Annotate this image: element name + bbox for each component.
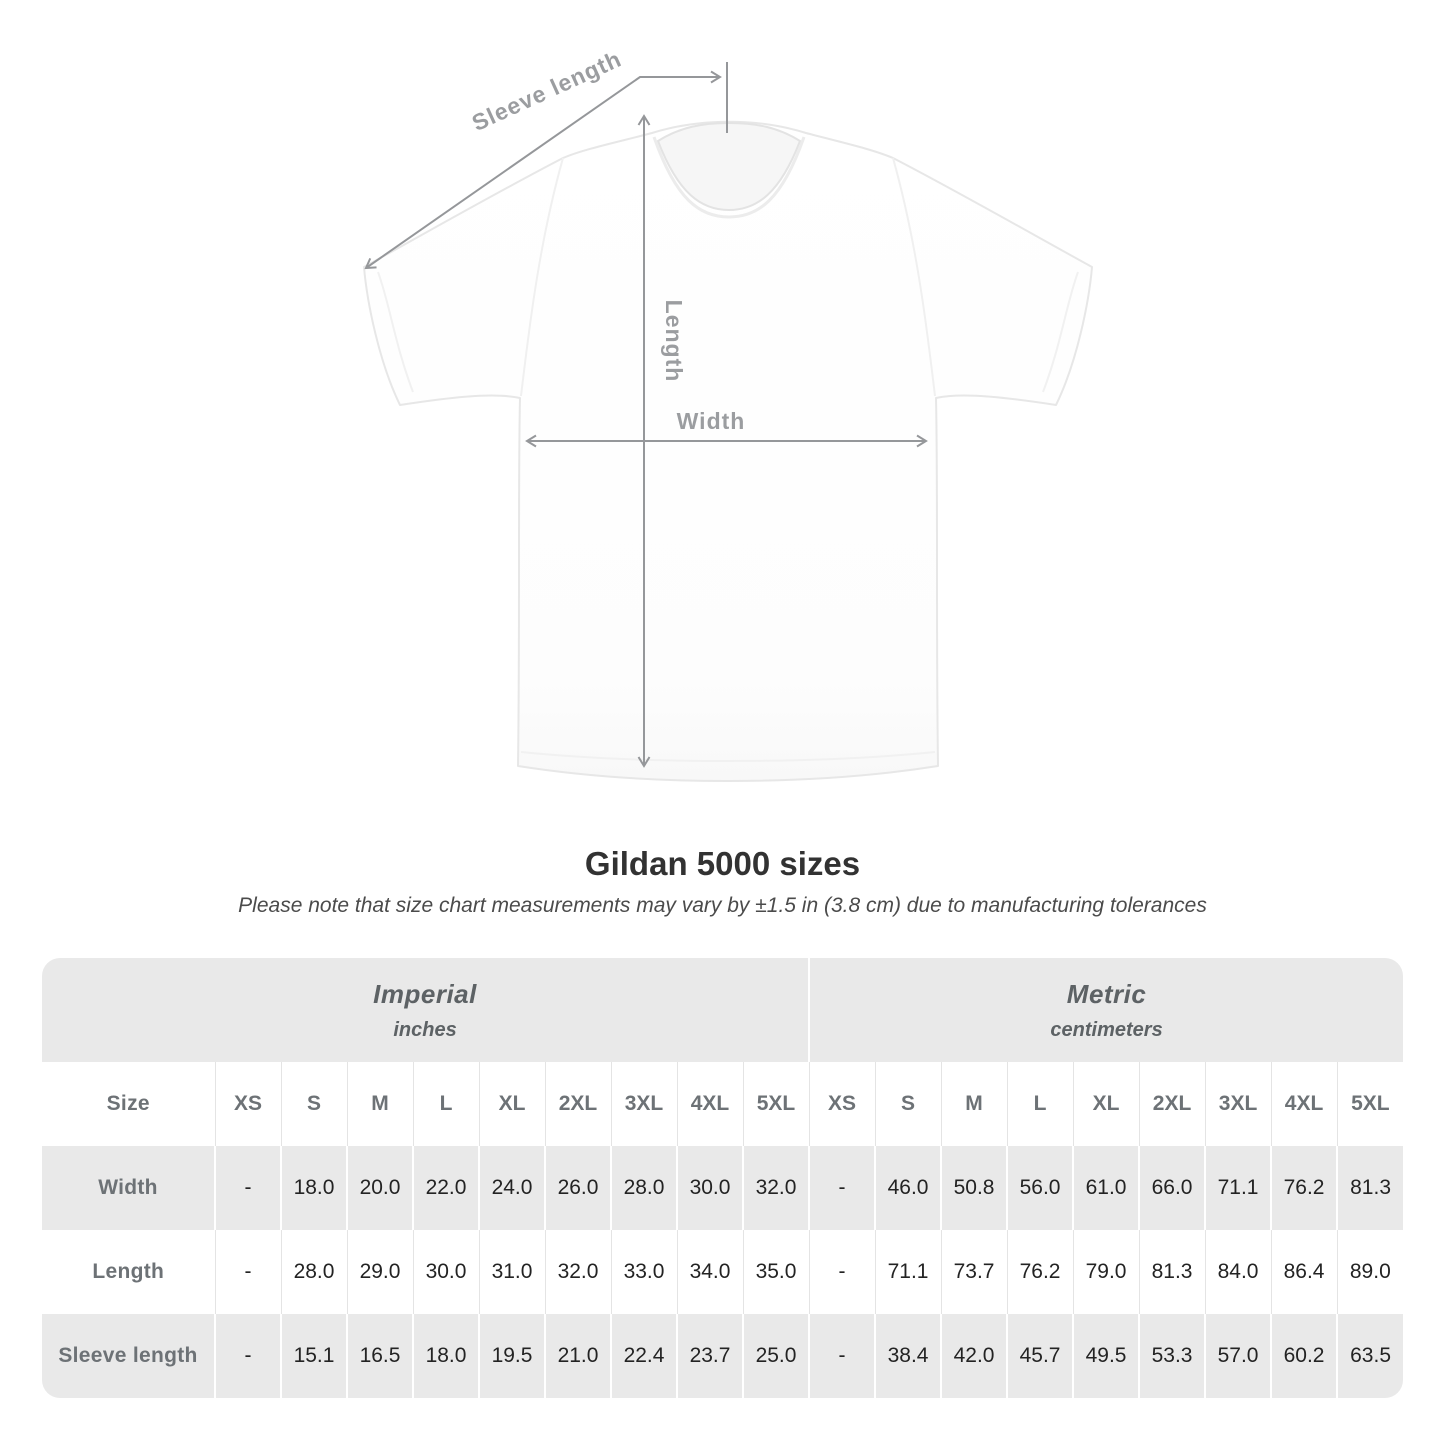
table-cell: L: [1007, 1062, 1073, 1146]
table-cell: 57.0: [1205, 1314, 1271, 1398]
row-label-sleeve-length: Sleeve length: [42, 1314, 215, 1398]
table-cell: 26.0: [545, 1146, 611, 1230]
table-cell: 29.0: [347, 1230, 413, 1314]
table-cell: 16.5: [347, 1314, 413, 1398]
table-cell: 22.0: [413, 1146, 479, 1230]
table-row-size: [42, 1062, 1403, 1146]
table-cell: 66.0: [1139, 1146, 1205, 1230]
table-cell: 20.0: [347, 1146, 413, 1230]
table-cell: S: [281, 1062, 347, 1146]
sleeve-length-label: Sleeve length: [467, 45, 626, 136]
table-cell: 71.1: [1205, 1146, 1271, 1230]
metric-title: Metric: [1066, 978, 1147, 1009]
table-cell: 61.0: [1073, 1146, 1139, 1230]
table-cell: 31.0: [479, 1230, 545, 1314]
table-cell: 81.3: [1337, 1146, 1403, 1230]
table-cell: 19.5: [479, 1314, 545, 1398]
table-cell: -: [809, 1230, 875, 1314]
table-cell: 76.2: [1007, 1230, 1073, 1314]
table-cell: -: [809, 1146, 875, 1230]
table-cell: 53.3: [1139, 1314, 1205, 1398]
table-cell: 18.0: [281, 1146, 347, 1230]
size-table-container: [42, 958, 1403, 1398]
table-cell: 4XL: [1271, 1062, 1337, 1146]
table-cell: XS: [215, 1062, 281, 1146]
table-cell: 71.1: [875, 1230, 941, 1314]
table-cell: 73.7: [941, 1230, 1007, 1314]
table-cell: 2XL: [545, 1062, 611, 1146]
table-cell: 30.0: [413, 1230, 479, 1314]
table-cell: 3XL: [611, 1062, 677, 1146]
table-cell: 34.0: [677, 1230, 743, 1314]
table-cell: 86.4: [1271, 1230, 1337, 1314]
table-cell: 50.8: [941, 1146, 1007, 1230]
table-cell: XS: [809, 1062, 875, 1146]
table-cell: XL: [1073, 1062, 1139, 1146]
table-cell: 76.2: [1271, 1146, 1337, 1230]
caption-block: [0, 846, 1445, 919]
imperial-header: [42, 958, 809, 1062]
table-cell: 23.7: [677, 1314, 743, 1398]
imperial-unit: inches: [393, 1018, 457, 1041]
table-cell: 35.0: [743, 1230, 809, 1314]
width-label: Width: [676, 408, 746, 434]
table-cell: M: [941, 1062, 1007, 1146]
table-cell: 32.0: [545, 1230, 611, 1314]
table-cell: 33.0: [611, 1230, 677, 1314]
tshirt-shape: [364, 122, 1092, 781]
row-label-size: Size: [106, 1092, 150, 1115]
table-cell: 28.0: [611, 1146, 677, 1230]
table-cell: 79.0: [1073, 1230, 1139, 1314]
row-label-width: Width: [42, 1146, 215, 1230]
table-cell: 5XL: [1337, 1062, 1403, 1146]
table-cell: 5XL: [743, 1062, 809, 1146]
table-cell: 22.4: [611, 1314, 677, 1398]
table-cell: 45.7: [1007, 1314, 1073, 1398]
table-cell: 84.0: [1205, 1230, 1271, 1314]
table-cell: 38.4: [875, 1314, 941, 1398]
table-cell: 63.5: [1337, 1314, 1403, 1398]
table-cell: -: [215, 1230, 281, 1314]
metric-unit: centimeters: [1050, 1018, 1163, 1041]
table-cell: 42.0: [941, 1314, 1007, 1398]
table-row-width: [42, 1146, 1403, 1230]
table-cell: 3XL: [1205, 1062, 1271, 1146]
table-cell: 49.5: [1073, 1314, 1139, 1398]
table-cell: -: [215, 1314, 281, 1398]
unit-header-row: [42, 958, 1403, 1062]
tshirt-illustration: [364, 122, 1092, 781]
table-cell: 30.0: [677, 1146, 743, 1230]
length-label: Length: [661, 299, 687, 383]
table-cell: 56.0: [1007, 1146, 1073, 1230]
table-cell: 2XL: [1139, 1062, 1205, 1146]
table-cell: XL: [479, 1062, 545, 1146]
table-cell: 25.0: [743, 1314, 809, 1398]
table-cell: -: [215, 1146, 281, 1230]
table-cell: 28.0: [281, 1230, 347, 1314]
row-label-length: Length: [92, 1260, 165, 1283]
table-cell: 15.1: [281, 1314, 347, 1398]
table-cell: 21.0: [545, 1314, 611, 1398]
table-cell: 60.2: [1271, 1314, 1337, 1398]
table-cell: S: [875, 1062, 941, 1146]
table-cell: L: [413, 1062, 479, 1146]
imperial-title: Imperial: [373, 978, 477, 1009]
table-cell: 46.0: [875, 1146, 941, 1230]
table-cell: 81.3: [1139, 1230, 1205, 1314]
page-title: Gildan 5000 sizes: [584, 845, 861, 882]
table-cell: 89.0: [1337, 1230, 1403, 1314]
tolerance-note: Please note that size chart measurements may vary by ±1.5 in (3.8 cm) due to manufacturing tolerances: [238, 894, 1207, 917]
table-cell: 4XL: [677, 1062, 743, 1146]
table-row-sleeve-length: [42, 1314, 1403, 1398]
metric-header: [809, 958, 1403, 1062]
size-table: [42, 958, 1403, 1398]
table-cell: 32.0: [743, 1146, 809, 1230]
table-cell: 18.0: [413, 1314, 479, 1398]
table-cell: 24.0: [479, 1146, 545, 1230]
table-row-length: [42, 1230, 1403, 1314]
table-cell: -: [809, 1314, 875, 1398]
table-cell: M: [347, 1062, 413, 1146]
